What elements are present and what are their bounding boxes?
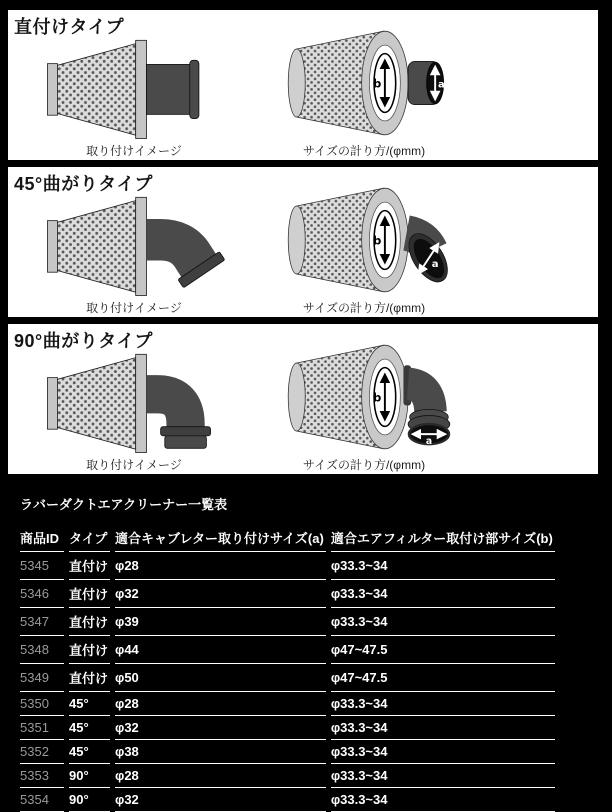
table-row — [20, 764, 555, 788]
size-caption: サイズの計り方/(φmm) — [302, 144, 426, 158]
cell-filter-size: φ47~47.5 — [331, 636, 555, 664]
cell-type: 90° — [69, 788, 110, 812]
figure-row — [24, 25, 474, 159]
table-row — [20, 552, 555, 580]
cell-product-id: 5350 — [20, 692, 64, 716]
cell-type: 直付け — [69, 636, 110, 664]
cell-type: 90° — [69, 764, 110, 788]
dimension-label-a: a — [431, 259, 439, 271]
size-illustration-45 — [275, 182, 453, 298]
section-direct-type — [8, 10, 598, 160]
cell-type: 直付け — [69, 580, 110, 608]
table-row — [20, 636, 555, 664]
cell-filter-size: φ33.3~34 — [331, 580, 555, 608]
product-table — [15, 524, 560, 812]
section-title: 45°曲がりタイプ — [14, 174, 153, 194]
table-row — [20, 664, 555, 692]
section-90deg-type — [8, 324, 598, 474]
cell-type: 直付け — [69, 664, 110, 692]
cell-carb-size: φ39 — [115, 608, 326, 636]
cell-filter-size: φ33.3~34 — [331, 740, 555, 764]
cell-type: 45° — [69, 740, 110, 764]
cell-filter-size: φ33.3~34 — [331, 692, 555, 716]
mount-figure — [24, 194, 244, 316]
cell-carb-size: φ28 — [115, 764, 326, 788]
figure-row — [24, 339, 474, 473]
cell-filter-size: φ33.3~34 — [331, 608, 555, 636]
dimension-label-a: a — [437, 79, 445, 91]
cell-carb-size: φ32 — [115, 716, 326, 740]
dimension-label-b: b — [372, 233, 382, 248]
header-product-id: 商品ID — [20, 524, 64, 552]
cell-carb-size: φ38 — [115, 740, 326, 764]
mount-illustration-direct — [24, 37, 244, 141]
cell-carb-size: φ32 — [115, 788, 326, 812]
size-figure — [254, 339, 474, 473]
cell-product-id: 5345 — [20, 552, 64, 580]
cell-type: 直付け — [69, 608, 110, 636]
cell-carb-size: φ44 — [115, 636, 326, 664]
cell-filter-size: φ33.3~34 — [331, 788, 555, 812]
mount-caption: 取り付けイメージ — [86, 144, 182, 158]
cell-product-id: 5354 — [20, 788, 64, 812]
cell-filter-size: φ33.3~34 — [331, 716, 555, 740]
header-type: タイプ — [69, 524, 110, 552]
cell-product-id: 5348 — [20, 636, 64, 664]
cell-product-id: 5352 — [20, 740, 64, 764]
dimension-label-a: a — [425, 436, 433, 448]
table-row — [20, 740, 555, 764]
cell-filter-size: φ33.3~34 — [331, 764, 555, 788]
size-illustration-direct — [275, 25, 453, 141]
mount-figure — [24, 37, 244, 159]
cell-product-id: 5351 — [20, 716, 64, 740]
table-header-row — [20, 524, 555, 552]
size-figure — [254, 182, 474, 316]
cell-filter-size: φ33.3~34 — [331, 552, 555, 580]
cell-carb-size: φ28 — [115, 552, 326, 580]
table-row — [20, 580, 555, 608]
product-list-section — [20, 494, 612, 812]
table-title: ラバーダクトエアクリーナー一覧表 — [20, 497, 228, 512]
table-row — [20, 608, 555, 636]
size-illustration-90 — [275, 339, 453, 455]
section-45deg-type — [8, 167, 598, 317]
cell-filter-size: φ47~47.5 — [331, 664, 555, 692]
table-row — [20, 692, 555, 716]
section-title: 90°曲がりタイプ — [14, 331, 153, 351]
cell-product-id: 5353 — [20, 764, 64, 788]
table-row — [20, 716, 555, 740]
mount-illustration-90 — [24, 351, 244, 455]
mount-figure — [24, 351, 244, 473]
cell-carb-size: φ50 — [115, 664, 326, 692]
dimension-label-b: b — [372, 390, 382, 405]
figure-row — [24, 182, 474, 316]
mount-illustration-45 — [24, 194, 244, 298]
size-caption: サイズの計り方/(φmm) — [302, 301, 426, 315]
section-title: 直付けタイプ — [14, 17, 125, 37]
size-caption: サイズの計り方/(φmm) — [302, 458, 426, 472]
size-figure — [254, 25, 474, 159]
cell-type: 45° — [69, 716, 110, 740]
cell-product-id: 5347 — [20, 608, 64, 636]
cell-product-id: 5346 — [20, 580, 64, 608]
mount-caption: 取り付けイメージ — [86, 301, 182, 315]
header-carb-size: 適合キャブレター取り付けサイズ(a) — [115, 524, 326, 552]
header-filter-size: 適合エアフィルター取付け部サイズ(b) — [331, 524, 555, 552]
cell-type: 45° — [69, 692, 110, 716]
cell-carb-size: φ32 — [115, 580, 326, 608]
cell-carb-size: φ28 — [115, 692, 326, 716]
cell-type: 直付け — [69, 552, 110, 580]
dimension-label-b: b — [372, 76, 382, 91]
cell-product-id: 5349 — [20, 664, 64, 692]
mount-caption: 取り付けイメージ — [86, 458, 182, 472]
table-row — [20, 788, 555, 812]
